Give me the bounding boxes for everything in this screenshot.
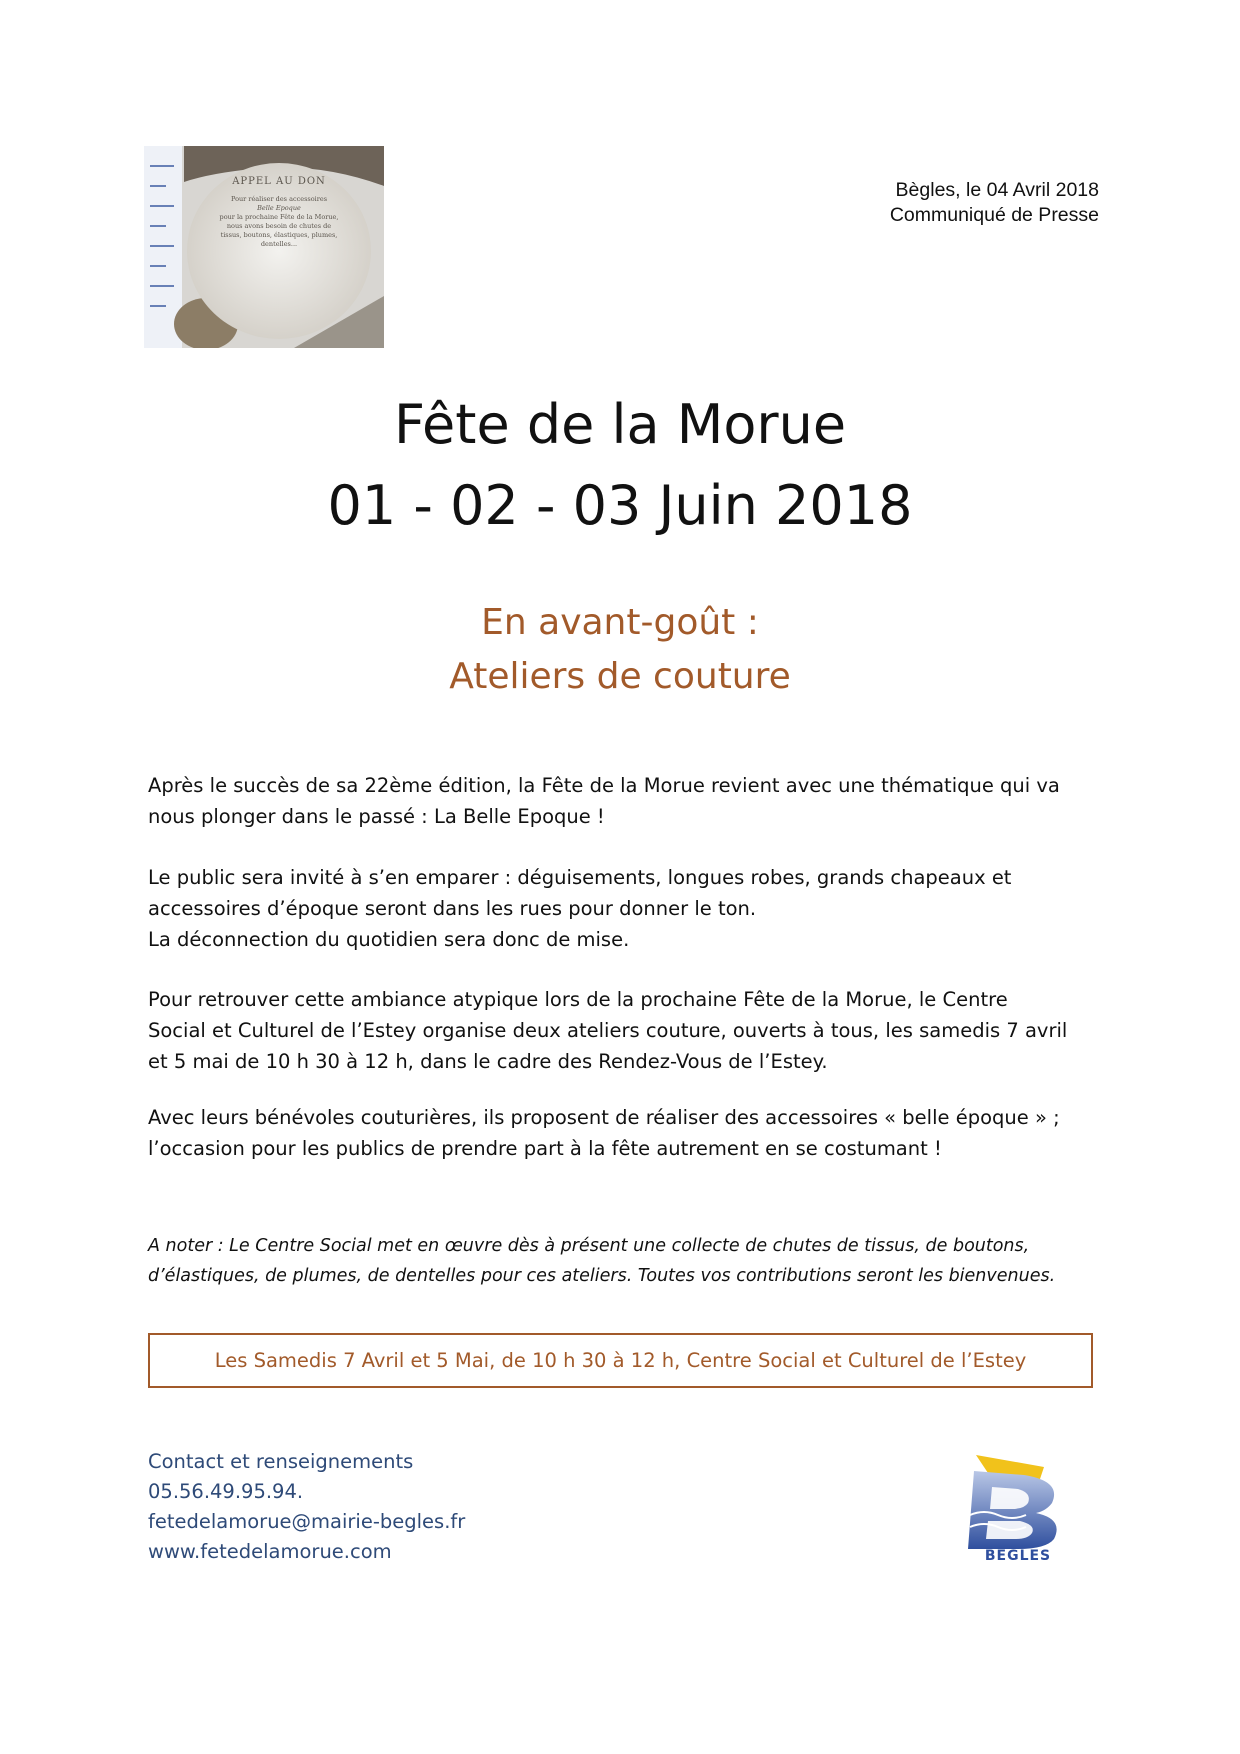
schedule-box: Les Samedis 7 Avril et 5 Mai, de 10 h 30 à 12 h, Centre Social et Culturel de l’Estey — [148, 1333, 1093, 1388]
paragraph-workshops — [148, 984, 1108, 1077]
place-date: Bègles, le 04 Avril 2018 — [895, 179, 1099, 201]
dateline — [890, 178, 1099, 228]
poster-line: tissus, boutons, élastiques, plumes, — [220, 231, 338, 239]
poster-heading: APPEL AU DON — [232, 176, 326, 187]
subtitle-workshops: Ateliers de couture — [449, 656, 791, 697]
paragraph-line: Social et Culturel de l’Estey organise deux ateliers couture, ouverts à tous, les samedis 7 avril — [148, 1019, 1068, 1042]
paragraph-public — [148, 862, 1108, 955]
paragraph-line: Le public sera invité à s’en emparer : déguisements, longues robes, grands chapeaux et — [148, 866, 1012, 889]
begles-logo-mark — [966, 1453, 1070, 1563]
paragraph-line: Avec leurs bénévoles couturières, ils proposent de réaliser des accessoires « belle époque » ; — [148, 1106, 1060, 1129]
subtitle-intro: En avant-goût : — [481, 602, 759, 643]
contact-email[interactable]: fetedelamorue@mairie-begles.fr — [148, 1510, 466, 1533]
paragraph-line: Pour retrouver cette ambiance atypique lors de la prochaine Fête de la Morue, le Centre — [148, 988, 1008, 1011]
poster-line: dentelles... — [260, 240, 298, 248]
contact-phone[interactable]: 05.56.49.95.94. — [148, 1480, 304, 1503]
poster-line: Belle Epoque — [257, 204, 301, 212]
note-line: A noter : Le Centre Social met en œuvre dès à présent une collecte de chutes de tissus, de boutons, — [148, 1236, 1030, 1256]
paragraph-line: Après le succès de sa 22ème édition, la Fête de la Morue revient avec une thématique qui va — [148, 774, 1060, 797]
page-title: Fête de la Morue — [393, 393, 847, 456]
paragraph-intro — [148, 770, 1108, 832]
paragraph-volunteers — [148, 1102, 1108, 1164]
contact-block — [148, 1447, 465, 1567]
paragraph-line: nous plonger dans le passé : La Belle Epoque ! — [148, 805, 605, 828]
document-type: Communiqué de Presse — [889, 204, 1099, 226]
contact-heading: Contact et renseignements — [148, 1450, 414, 1473]
logo-wordmark: BEGLES — [984, 1548, 1052, 1564]
appeal-poster-image — [144, 146, 384, 348]
note-collection — [148, 1231, 1108, 1291]
event-dates: 01 - 02 - 03 Juin 2018 — [327, 474, 913, 537]
poster-line: nous avons besoin de chutes de — [226, 222, 332, 230]
paragraph-line: accessoires d’époque seront dans les rues pour donner le ton. — [148, 897, 757, 920]
paragraph-line: La déconnection du quotidien sera donc de mise. — [148, 928, 630, 951]
poster-line: pour la prochaine Fête de la Morue, — [219, 213, 339, 221]
contact-website[interactable]: www.fetedelamorue.com — [148, 1540, 392, 1563]
note-line: d’élastiques, de plumes, de dentelles pour ces ateliers. Toutes vos contributions seront les bienvenues. — [148, 1266, 1056, 1286]
paragraph-line: et 5 mai de 10 h 30 à 12 h, dans le cadre des Rendez-Vous de l’Estey. — [148, 1050, 828, 1073]
paragraph-line: l’occasion pour les publics de prendre part à la fête autrement en se costumant ! — [148, 1137, 942, 1160]
begles-logo — [966, 1453, 1070, 1563]
poster-line: Pour réaliser des accessoires — [230, 195, 328, 203]
